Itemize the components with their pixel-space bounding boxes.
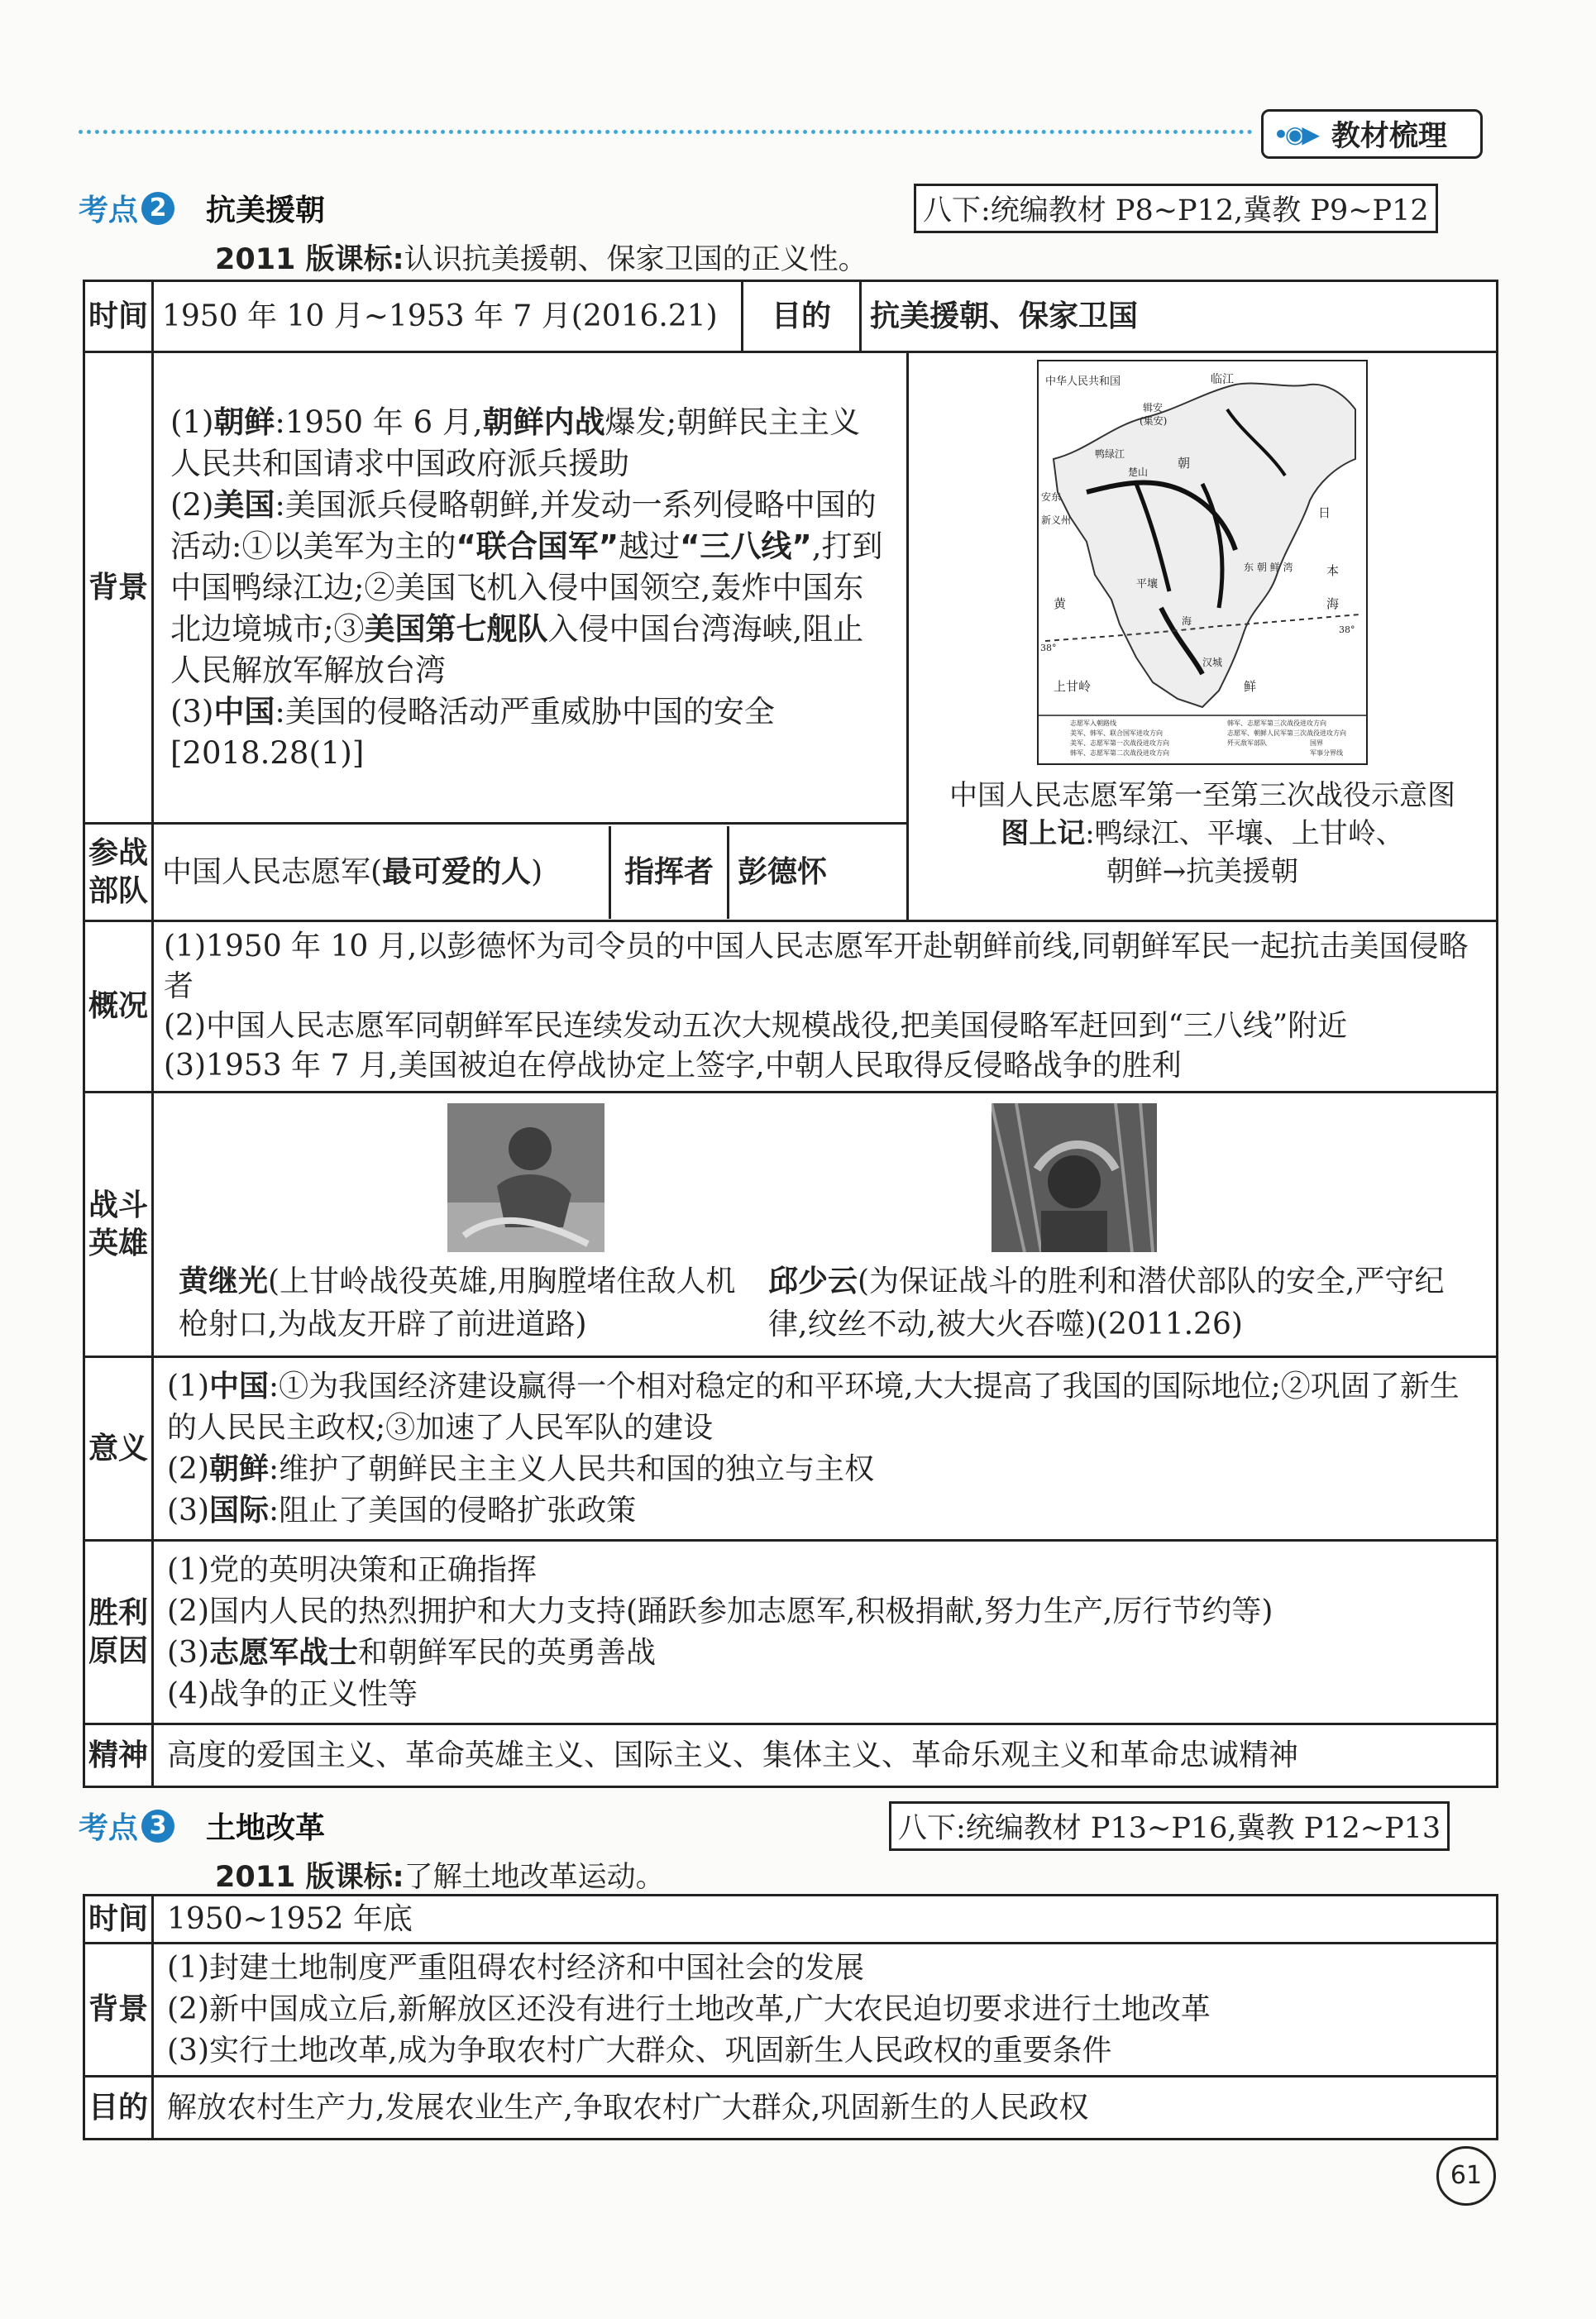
map-label: 辑安 [1143, 402, 1164, 414]
kaodian-title: 土地改革 [206, 1811, 326, 1845]
legend-item: 美军、韩军、联合国军进攻方向 [1070, 729, 1163, 737]
hero-photo-1 [447, 1103, 604, 1252]
kaodian-3-table [83, 1894, 1498, 2140]
legend-item: 国界 [1310, 739, 1323, 747]
goal-value: 抗美援朝、保家卫国 [861, 281, 1498, 352]
hero-2-text: 邱少云(为保证战斗的胜利和潜伏部队的安全,严守纪律,纹丝不动,被大火吞噬)(2011.26) [768, 1264, 1445, 1341]
spirit-value: 高度的爱国主义、革命英雄主义、国际主义、集体主义、革命乐观主义和革命忠诚精神 [153, 1724, 1498, 1787]
kaodian-2-background-table [83, 351, 1498, 922]
overview-item: (1)1950 年 10 月,以彭德怀为司令员的中国人民志愿军开赴朝鲜前线,同朝鲜军民一起抗击美国侵略者 [164, 930, 1469, 1003]
reason-item: (4)战争的正义性等 [167, 1676, 418, 1711]
background-item: (2)新中国成立后,新解放区还没有进行土地改革,广大农民迫切要求进行土地改革 [167, 1992, 1211, 2026]
background-item-2: (2)美国:美国派兵侵略朝鲜,并发动一系列侵略中国的活动:①以美军为主的“联合国军”越过“三八线”,打到中国鸭绿江边;②美国飞机入侵中国领空,轰炸中国东北边境城市;③美国第七舰队入侵中国台湾海峡,阻止人民解放军解放台湾 [170, 486, 883, 688]
heroes-content [153, 1093, 1498, 1357]
page-number: 61 [1436, 2146, 1496, 2206]
meaning-label: 意义 [84, 1357, 153, 1541]
hero-1-text: 黄继光(上甘岭战役英雄,用胸膛堵住敌人机枪射口,为战友开辟了前进道路) [179, 1264, 736, 1341]
troops-subtable [154, 826, 906, 919]
hero-huang-jiguang [179, 1103, 757, 1346]
background-content [153, 352, 908, 824]
background-content [153, 1944, 1498, 2077]
kaodian-2-heading [79, 187, 325, 229]
troops-row [153, 824, 908, 921]
goal-value: 解放农村生产力,发展农业生产,争取农村广大群众,巩固新生的人民政权 [153, 2077, 1498, 2140]
map-label: 安东 [1041, 491, 1062, 503]
map-cell [908, 352, 1498, 921]
reasons-label: 胜利原因 [84, 1541, 153, 1724]
legend-item: 志愿军入朝路线 [1070, 720, 1116, 727]
time-value: 1950~1952 年底 [153, 1896, 1498, 1944]
map-note-2: 朝鲜→抗美援朝 [1106, 855, 1299, 888]
overview-item: (3)1953 年 7 月,美国被迫在停战协定上签字,中朝人民取得反侵略战争的胜利 [164, 1049, 1182, 1083]
meaning-content [153, 1357, 1498, 1541]
kaodian-2-table-bottom [83, 920, 1498, 1788]
legend-item: 歼灭敌军部队 [1227, 739, 1267, 747]
background-item: (3)实行土地改革,成为争取农村广大群众、巩固新生人民政权的重要条件 [167, 2034, 1112, 2068]
background-item-3: (3)中国:美国的侵略活动严重威胁中国的安全[2018.28(1)] [170, 693, 775, 771]
spirit-label: 精神 [84, 1724, 153, 1787]
reason-item: (3)志愿军战士和朝鲜军民的英勇善战 [167, 1635, 657, 1670]
map-label: 临江 [1211, 373, 1234, 386]
legend-item: 韩军、志愿军第三次战役进攻方向 [1227, 720, 1326, 727]
commander-label: 指挥者 [610, 826, 729, 919]
section-badge-label: 教材梳理 [1331, 120, 1447, 153]
map-label: 东 朝 鲜 湾 [1244, 562, 1293, 573]
overview-item: (2)中国人民志愿军同朝鲜军民连续发动五次大规模战役,把美国侵略军赶回到“三八线”附近 [164, 1009, 1348, 1043]
map-label: 朝 [1178, 456, 1191, 471]
kaodian-title: 抗美援朝 [206, 194, 326, 227]
kaodian-2-table-top [83, 280, 1498, 353]
standard-text: 了解土地改革运动。 [404, 1861, 665, 1894]
curriculum-standard [215, 1854, 665, 1896]
map-label: 海 [1182, 615, 1192, 627]
background-label: 背景 [84, 352, 153, 824]
section-badge [1261, 109, 1483, 159]
hero-qiu-shaoyun [768, 1103, 1471, 1346]
kaodian-label: 考点 [79, 194, 139, 227]
legend-item: 美军、志愿军第一次战役进攻方向 [1070, 739, 1169, 747]
reason-item: (1)党的英明决策和正确指挥 [167, 1552, 537, 1587]
overview-label: 概况 [84, 921, 153, 1093]
map-label: (集安) [1140, 415, 1168, 427]
background-label: 背景 [84, 1944, 153, 2077]
standard-label: 2011 版课标: [215, 1861, 404, 1894]
kaodian-number-badge: 3 [141, 1810, 174, 1843]
troops-label: 参战部队 [84, 824, 153, 921]
map-label: 海 [1326, 596, 1340, 611]
map-label: 本 [1326, 563, 1340, 578]
map-label: 黄 [1054, 596, 1067, 611]
map-label: 楚山 [1128, 466, 1149, 478]
background-item-1: (1)朝鲜:1950 年 6 月,朝鲜内战爆发;朝鲜民主主义人民共和国请求中国政府派兵援助 [170, 404, 861, 481]
map-label: 鸭绿江 [1095, 448, 1125, 460]
map-label: 38° [1040, 643, 1057, 653]
legend-item: 韩军、志愿军第二次战役进攻方向 [1070, 749, 1169, 757]
map-note: 图上记:鸭绿江、平壤、上甘岭、 [1001, 817, 1404, 850]
time-label: 时间 [84, 1896, 153, 1944]
map-label: 日 [1318, 505, 1331, 520]
heroes-label: 战斗英雄 [84, 1093, 153, 1357]
textbook-reference: 八下:统编教材 P8~P12,冀教 P9~P12 [914, 184, 1438, 233]
map-label: 新义州 [1041, 514, 1072, 526]
map-label: 平壤 [1136, 578, 1159, 591]
kaodian-label: 考点 [79, 1811, 139, 1845]
standard-label: 2011 版课标: [215, 243, 404, 276]
map-label: 鲜 [1244, 679, 1257, 694]
korean-war-map [1037, 360, 1368, 765]
time-value: 1950 年 10 月~1953 年 7 月(2016.21) [153, 281, 743, 352]
meaning-item-2: (2)朝鲜:维护了朝鲜民主主义人民共和国的独立与主权 [167, 1451, 875, 1486]
time-label: 时间 [84, 281, 153, 352]
background-item: (1)封建土地制度严重阻碍农村经济和中国社会的发展 [167, 1951, 864, 1985]
reason-item: (2)国内人民的热烈拥护和大力支持(踊跃参加志愿军,积极捐献,努力生产,厉行节约等) [167, 1594, 1273, 1628]
map-label: 汉城 [1202, 657, 1223, 668]
troops-value: 中国人民志愿军(最可爱的人) [162, 854, 543, 889]
map-label: 38° [1339, 624, 1355, 635]
map-label: 上甘岭 [1054, 679, 1092, 694]
overview-content [153, 921, 1498, 1093]
legend-item: 军事分界线 [1310, 749, 1343, 757]
meaning-item-3: (3)国际:阻止了美国的侵略扩张政策 [167, 1493, 637, 1528]
standard-text: 认识抗美援朝、保家卫国的正义性。 [404, 243, 867, 276]
kaodian-number-badge: 2 [141, 192, 174, 225]
hero-photo-2 [992, 1103, 1157, 1252]
map-caption: 中国人民志愿军第一至第三次战役示意图 [949, 779, 1455, 812]
legend-item: 志愿军、朝鲜人民军第三次战役进攻方向 [1227, 729, 1346, 737]
goal-label: 目的 [84, 2077, 153, 2140]
double-arrow-icon: •◉▶ [1273, 120, 1316, 148]
commander-value: 彭德怀 [738, 854, 828, 889]
map-label: 中华人民共和国 [1045, 375, 1121, 388]
goal-label: 目的 [743, 281, 861, 352]
reasons-content [153, 1541, 1498, 1724]
meaning-item-1: (1)中国:①为我国经济建设赢得一个相对稳定的和平环境,大大提高了我国的国际地位;②巩固了新生的人民民主政权;③加速了人民军队的建设 [167, 1369, 1460, 1445]
header-dotted-rule [79, 130, 1253, 134]
curriculum-standard [215, 237, 867, 278]
kaodian-3-heading [79, 1805, 325, 1847]
textbook-reference: 八下:统编教材 P13~P16,冀教 P12~P13 [889, 1801, 1450, 1851]
